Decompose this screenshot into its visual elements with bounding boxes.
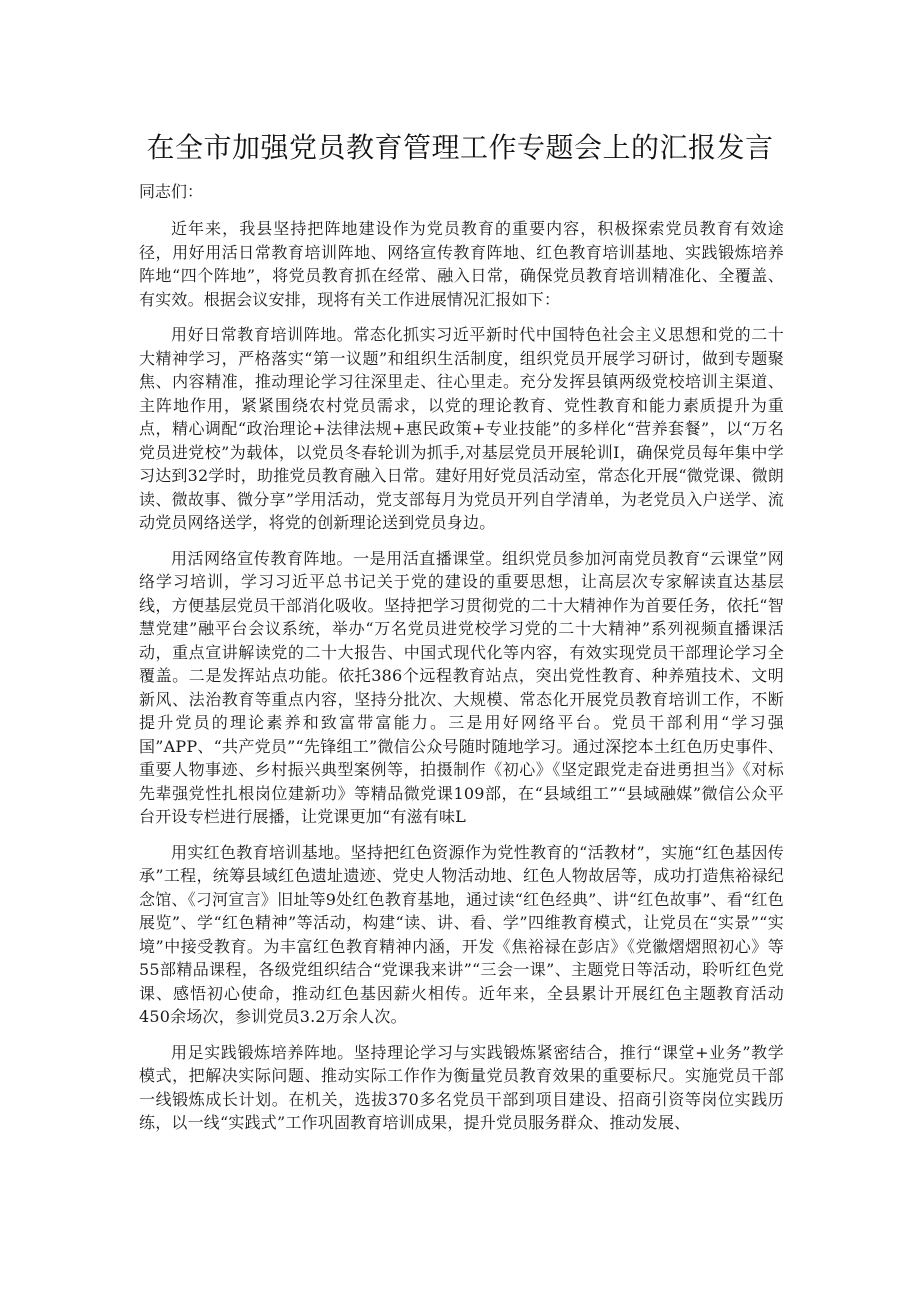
paragraph-practice-training: 用足实践锻炼培养阵地。坚持理论学习与实践锻炼紧密结合，推行“课堂+业务”教学模式，把解决实际问题、推动实际工作作为衡量党员教育效果的重要标尺。实施党员干部一线锻炼成长计划。在机关，选拔370多名党员干部到项目建设、招商引资等岗位实践历练，以一线“实践式”工作巩固教育培训成果，提升党员服务群众、推动发展、 [139,1042,784,1132]
salutation: 同志们： [139,182,204,201]
paragraph-red-education: 用实红色教育培训基地。坚持把红色资源作为党性教育的“活教材”，实施“红色基因传承”工程，统筹县域红色遗址遗迹、党史人物活动地、红色人物故居等，成功打造焦裕禄纪念馆、《刁河宣言》旧址等9处红色教育基地，通过读“红色经典”、讲“红色故事”、看“红色展览”、学“红色精神”等活动，构建“读、讲、看、学”四维教育模式，让党员在“实景”“实境”中接受教育。为丰富红色教育精神内涵，开发《焦裕禄在彭店》《党徽熠熠照初心》等55部精品课程，各级党组织结合“党课我来讲”“三会一课”、主题党日等活动，聆听红色党课、感悟初心使命，推动红色基因薪火相传。近年来，全县累计开展红色主题教育活动450余场次，参训党员3.2万余人次。 [139,842,784,1026]
paragraph-network-education: 用活网络宣传教育阵地。一是用活直播课堂。组织党员参加河南党员教育“云课堂”网络学习培训，学习习近平总书记关于党的建设的重要思想，让高层次专家解读直达基层线，方便基层党员干部消化吸收。坚持把学习贯彻党的二十大精神作为首要任务，依托“智慧党建”融平台会议系统，举办“万名党员进党校学习党的二十大精神”系列视频直播课活动，重点宣讲解读党的二十大报告、中国式现代化等内容，有效实现党员干部理论学习全覆盖。二是发挥站点功能。依托386个远程教育站点，突出党性教育、种养殖技术、文明新风、法治教育等重点内容，坚持分批次、大规模、常态化开展党员教育培训工作，不断提升党员的理论素养和致富带富能力。三是用好网络平台。党员干部利用“学习强国”APP、“共产党员”“先锋组工”微信公众号随时随地学习。通过深挖本土红色历史事件、重要人物事迹、乡村振兴典型案例等，拍摄制作《初心》《坚定跟党走奋进勇担当》《对标先辈强党性扎根岗位建新功》等精品微党课109部，在“县域组工”“县域融媒”微信公众平台开设专栏进行展播，让党课更加“有滋有味L [139,548,784,826]
document-title: 在全市加强党员教育管理工作专题会上的汇报发言 [146,131,774,164]
paragraph-daily-training: 用好日常教育培训阵地。常态化抓实习近平新时代中国特色社会主义思想和党的二十大精神学习，严格落实“第一议题”和组织生活制度，组织党员开展学习研讨，做到专题聚焦、内容精准，推动理论学习往深里走、往心里走。充分发挥县镇两级党校培训主渠道、主阵地作用，紧紧围绕农村党员需求，以党的理论教育、党性教育和能力素质提升为重点，精心调配“政治理论+法律法规+惠民政策+专业技能”的多样化“营养套餐”，以“万名党员进党校”为载体，以党员冬春轮训为抓手,对基层党员开展轮训I，确保党员每年集中学习达到32学时，助推党员教育融入日常。建好用好党员活动室，常态化开展“微党课、微朗读、微故事、微分享”学用活动，党支部每月为党员开列自学清单，为老党员入户送学、流动党员网络送学，将党的创新理论送到党员身边。 [139,325,784,532]
paragraph-intro: 近年来，我县坚持把阵地建设作为党员教育的重要内容，积极探索党员教育有效途径，用好用活日常教育培训阵地、网络宣传教育阵地、红色教育培训基地、实践锻炼培养阵地“四个阵地”，将党员教育抓在经常、融入日常，确保党员教育培训精准化、全覆盖、有实效。根据会议安排，现将有关工作进展情况汇报如下： [139,219,784,309]
document-body [139,217,784,1147]
